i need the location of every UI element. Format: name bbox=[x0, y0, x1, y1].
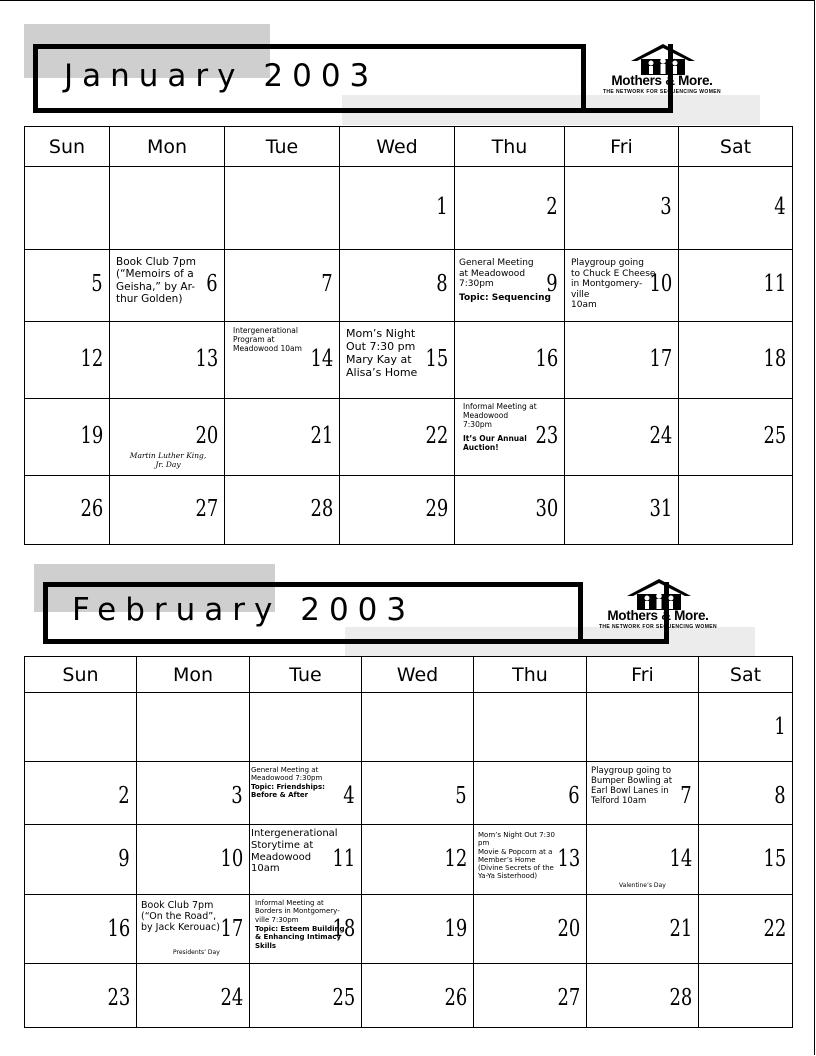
weekday-tue: Tue bbox=[225, 127, 340, 167]
event-book-club: Book Club 7pm (“Memoirs of a Geisha,” by Ar- thur Golden) bbox=[116, 256, 196, 306]
day-number: 18 bbox=[332, 916, 355, 942]
day-number: 25 bbox=[763, 423, 786, 449]
day-cell bbox=[362, 964, 474, 1028]
day-number: 18 bbox=[763, 346, 786, 372]
day-number: 11 bbox=[763, 271, 786, 297]
day-cell bbox=[25, 322, 110, 399]
day-cell bbox=[699, 964, 793, 1028]
weekday-wed: Wed bbox=[362, 657, 474, 693]
day-number: 27 bbox=[195, 496, 218, 522]
day-number: 19 bbox=[444, 916, 467, 942]
day-cell bbox=[455, 322, 565, 399]
day-number: 28 bbox=[669, 985, 692, 1011]
weekday-thu: Thu bbox=[474, 657, 587, 693]
day-cell bbox=[474, 693, 587, 762]
day-cell bbox=[679, 250, 793, 322]
weekday-sat: Sat bbox=[679, 127, 793, 167]
day-number: 7 bbox=[680, 783, 692, 809]
day-cell bbox=[587, 693, 699, 762]
day-cell bbox=[587, 895, 699, 964]
day-cell bbox=[699, 825, 793, 895]
event-general-meeting-topic: Topic: Sequencing bbox=[459, 293, 551, 303]
day-cell bbox=[25, 693, 137, 762]
day-cell bbox=[225, 167, 340, 250]
day-number: 3 bbox=[660, 194, 672, 220]
day-cell bbox=[137, 693, 250, 762]
holiday-presidents: Presidents’ Day bbox=[173, 949, 220, 956]
day-cell bbox=[25, 476, 110, 545]
day-cell bbox=[474, 964, 587, 1028]
day-number: 7 bbox=[321, 271, 333, 297]
day-cell bbox=[25, 895, 137, 964]
week-row bbox=[25, 762, 793, 825]
day-number: 16 bbox=[107, 916, 130, 942]
day-cell bbox=[679, 399, 793, 476]
day-number: 12 bbox=[444, 846, 467, 872]
day-number: 27 bbox=[557, 985, 580, 1011]
day-cell bbox=[699, 693, 793, 762]
day-number: 26 bbox=[444, 985, 467, 1011]
february-title: February 2003 bbox=[72, 592, 416, 628]
january-calendar bbox=[24, 126, 793, 545]
day-number: 9 bbox=[546, 271, 558, 297]
day-number: 6 bbox=[206, 271, 218, 297]
day-number: 13 bbox=[195, 346, 218, 372]
day-cell bbox=[137, 964, 250, 1028]
day-cell bbox=[362, 693, 474, 762]
day-number: 15 bbox=[425, 346, 448, 372]
week-row bbox=[25, 476, 793, 545]
day-cell bbox=[25, 762, 137, 825]
day-number: 21 bbox=[310, 423, 333, 449]
day-number: 24 bbox=[220, 985, 243, 1011]
day-number: 17 bbox=[649, 346, 672, 372]
day-cell bbox=[587, 762, 699, 825]
house-family-icon bbox=[625, 578, 693, 612]
day-cell bbox=[679, 167, 793, 250]
day-cell bbox=[340, 167, 455, 250]
day-cell bbox=[110, 476, 225, 545]
day-number: 30 bbox=[535, 496, 558, 522]
day-cell bbox=[455, 476, 565, 545]
day-cell bbox=[137, 762, 250, 825]
week-row bbox=[25, 167, 793, 250]
day-cell bbox=[474, 895, 587, 964]
event-general-meeting-topic: Topic: Friendships: Before & After bbox=[251, 783, 325, 800]
week-row bbox=[25, 322, 793, 399]
day-cell bbox=[587, 964, 699, 1028]
january-weekday-row bbox=[25, 127, 793, 167]
day-cell bbox=[362, 762, 474, 825]
day-number: 2 bbox=[118, 783, 130, 809]
day-cell bbox=[679, 476, 793, 545]
day-cell bbox=[455, 167, 565, 250]
day-number: 14 bbox=[669, 846, 692, 872]
day-number: 9 bbox=[118, 846, 130, 872]
day-number: 12 bbox=[80, 346, 103, 372]
day-number: 26 bbox=[80, 496, 103, 522]
day-cell bbox=[565, 167, 679, 250]
february-logo-name: Mothers & More. bbox=[607, 608, 709, 623]
day-cell bbox=[340, 476, 455, 545]
february-logo bbox=[584, 578, 732, 634]
event-book-club: Book Club 7pm (“On the Road”, by Jack Kerouac) bbox=[141, 900, 220, 934]
week-row bbox=[25, 825, 793, 895]
event-playgroup: Playgroup going to Chuck E Cheese in Montgomery- ville 10am bbox=[571, 258, 656, 311]
day-number: 28 bbox=[310, 496, 333, 522]
day-cell bbox=[110, 322, 225, 399]
weekday-sun: Sun bbox=[25, 127, 110, 167]
day-cell bbox=[587, 825, 699, 895]
weekday-fri: Fri bbox=[565, 127, 679, 167]
day-cell bbox=[25, 167, 110, 250]
day-number: 23 bbox=[107, 985, 130, 1011]
day-cell bbox=[455, 250, 565, 322]
event-moms-night: Mom’s Night Out 7:30 pm Mary Kay at Alisa’s Home bbox=[346, 327, 418, 379]
january-title: January 2003 bbox=[64, 58, 379, 94]
day-number: 15 bbox=[763, 846, 786, 872]
event-general-meeting: General Meeting at Meadowood 7:30pm bbox=[459, 258, 534, 290]
day-cell bbox=[565, 476, 679, 545]
event-informal-meeting: Informal Meeting at Borders in Montgomery- ville 7:30pm bbox=[255, 899, 340, 924]
day-cell bbox=[250, 825, 362, 895]
day-cell bbox=[474, 762, 587, 825]
day-number: 31 bbox=[649, 496, 672, 522]
day-number: 8 bbox=[774, 783, 786, 809]
day-cell bbox=[25, 399, 110, 476]
day-cell bbox=[110, 167, 225, 250]
day-cell bbox=[137, 895, 250, 964]
day-number: 13 bbox=[557, 846, 580, 872]
day-number: 22 bbox=[425, 423, 448, 449]
day-number: 5 bbox=[455, 783, 467, 809]
week-row bbox=[25, 895, 793, 964]
day-number: 14 bbox=[310, 346, 333, 372]
holiday-valentines: Valentine’s Day bbox=[619, 882, 666, 889]
day-cell bbox=[565, 399, 679, 476]
week-row bbox=[25, 250, 793, 322]
week-row bbox=[25, 399, 793, 476]
day-cell bbox=[25, 964, 137, 1028]
day-number: 16 bbox=[535, 346, 558, 372]
day-number: 20 bbox=[195, 423, 218, 449]
day-number: 10 bbox=[649, 271, 672, 297]
day-cell bbox=[110, 250, 225, 322]
event-general-meeting: General Meeting at Meadowood 7:30pm bbox=[251, 766, 323, 783]
day-number: 5 bbox=[91, 271, 103, 297]
day-cell bbox=[225, 399, 340, 476]
day-number: 29 bbox=[425, 496, 448, 522]
weekday-mon: Mon bbox=[137, 657, 250, 693]
day-number: 4 bbox=[774, 194, 786, 220]
day-number: 21 bbox=[669, 916, 692, 942]
day-number: 1 bbox=[774, 714, 786, 740]
day-cell bbox=[340, 399, 455, 476]
event-informal-meeting: Informal Meeting at Meadowood 7:30pm bbox=[463, 402, 537, 429]
february-calendar bbox=[24, 656, 793, 1028]
weekday-thu: Thu bbox=[455, 127, 565, 167]
day-cell bbox=[474, 825, 587, 895]
day-number: 4 bbox=[343, 783, 355, 809]
day-number: 19 bbox=[80, 423, 103, 449]
day-cell bbox=[340, 250, 455, 322]
day-cell bbox=[250, 895, 362, 964]
event-informal-meeting-topic: Topic: Esteem Building & Enhancing Intimacy Skills bbox=[255, 925, 345, 950]
february-weekday-row bbox=[25, 657, 793, 693]
event-moms-night: Mom’s Night Out 7:30 pm Movie & Popcorn at a Member’s Home (Divine Secrets of the Ya-Ya Sisterhood) bbox=[478, 831, 555, 881]
day-cell bbox=[565, 322, 679, 399]
day-cell bbox=[455, 399, 565, 476]
day-number: 24 bbox=[649, 423, 672, 449]
day-cell bbox=[250, 964, 362, 1028]
day-cell bbox=[362, 895, 474, 964]
february-logo-tagline: THE NETWORK FOR SEQUENCING WOMEN bbox=[598, 624, 718, 630]
event-intergenerational: Intergenerational Program at Meadowood 10am bbox=[233, 326, 302, 353]
day-cell bbox=[679, 322, 793, 399]
day-cell bbox=[699, 762, 793, 825]
day-cell bbox=[250, 693, 362, 762]
event-storytime: Intergenerational Storytime at Meadowood 10am bbox=[251, 828, 338, 875]
january-logo-name: Mothers & More. bbox=[611, 73, 713, 88]
day-number: 23 bbox=[535, 423, 558, 449]
day-cell bbox=[225, 250, 340, 322]
weekday-sun: Sun bbox=[25, 657, 137, 693]
day-number: 20 bbox=[557, 916, 580, 942]
january-logo bbox=[588, 43, 736, 99]
weekday-mon: Mon bbox=[110, 127, 225, 167]
day-number: 25 bbox=[332, 985, 355, 1011]
day-cell bbox=[250, 762, 362, 825]
day-number: 17 bbox=[220, 916, 243, 942]
day-cell bbox=[225, 476, 340, 545]
house-family-icon bbox=[629, 43, 697, 77]
day-cell bbox=[137, 825, 250, 895]
holiday-mlk: Martin Luther King, Jr. Day bbox=[129, 451, 207, 469]
day-cell bbox=[110, 399, 225, 476]
weekday-tue: Tue bbox=[250, 657, 362, 693]
week-row bbox=[25, 964, 793, 1028]
day-number: 8 bbox=[436, 271, 448, 297]
day-cell bbox=[362, 825, 474, 895]
day-cell bbox=[25, 825, 137, 895]
weekday-fri: Fri bbox=[587, 657, 699, 693]
day-number: 10 bbox=[220, 846, 243, 872]
day-cell bbox=[565, 250, 679, 322]
week-row bbox=[25, 693, 793, 762]
weekday-sat: Sat bbox=[699, 657, 793, 693]
event-bowling: Playgroup going to Bumper Bowling at Earl Bowl Lanes in Telford 10am bbox=[591, 766, 673, 807]
day-cell bbox=[340, 322, 455, 399]
weekday-wed: Wed bbox=[340, 127, 455, 167]
day-cell bbox=[699, 895, 793, 964]
day-cell bbox=[225, 322, 340, 399]
day-number: 2 bbox=[546, 194, 558, 220]
day-number: 11 bbox=[332, 846, 355, 872]
day-number: 6 bbox=[568, 783, 580, 809]
day-cell bbox=[25, 250, 110, 322]
day-number: 22 bbox=[763, 916, 786, 942]
event-informal-meeting-note: It’s Our Annual Auction! bbox=[463, 434, 527, 452]
day-number: 3 bbox=[231, 783, 243, 809]
january-logo-tagline: THE NETWORK FOR SEQUENCING WOMEN bbox=[602, 89, 722, 95]
day-number: 1 bbox=[436, 194, 448, 220]
